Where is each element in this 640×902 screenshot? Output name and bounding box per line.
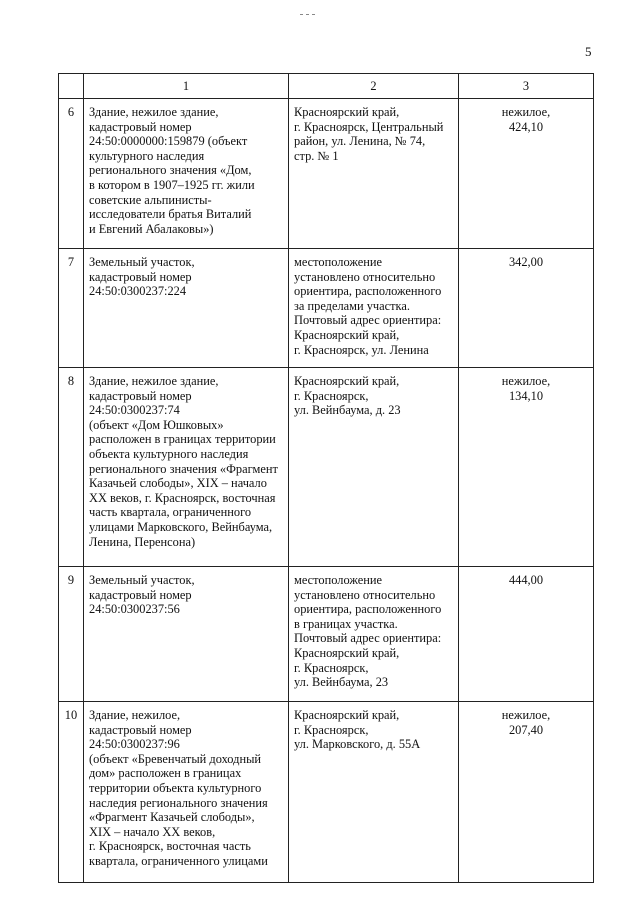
table-row xyxy=(59,99,594,249)
scan-mark xyxy=(300,2,340,6)
object-address: Красноярский край, г. Красноярск, Центральный район, ул. Ленина, № 74, стр. № 1 xyxy=(289,99,459,249)
header-cell-3: 3 xyxy=(459,74,594,99)
object-area: нежилое, 134,10 xyxy=(459,368,594,567)
table-row xyxy=(59,567,594,702)
object-address: местоположение установлено относительно ориентира, расположенного за пределами участка. Почтовый адрес ориентира: Красноярский край, г. Красноярск, ул. Ленина xyxy=(289,249,459,368)
row-number: 8 xyxy=(59,368,84,567)
table-row xyxy=(59,368,594,567)
object-address: Красноярский край, г. Красноярск, ул. Марковского, д. 55А xyxy=(289,702,459,883)
header-cell-2: 2 xyxy=(289,74,459,99)
object-area: 444,00 xyxy=(459,567,594,702)
table-row xyxy=(59,702,594,883)
row-number: 6 xyxy=(59,99,84,249)
object-address: Красноярский край, г. Красноярск, ул. Вейнбаума, д. 23 xyxy=(289,368,459,567)
property-table xyxy=(58,73,594,883)
object-area: нежилое, 424,10 xyxy=(459,99,594,249)
row-number: 9 xyxy=(59,567,84,702)
header-row xyxy=(59,74,594,99)
object-address: местоположение установлено относительно ориентира, расположенного в границах участка. Почтовый адрес ориентира: Красноярский край, г. Красноярск, ул. Вейнбаума, 23 xyxy=(289,567,459,702)
object-description: Здание, нежилое здание, кадастровый номер 24:50:0000000:159879 (объект культурного наследия регионального значения «Дом, в котором в 1907–1925 гг. жили советские альпинисты- исследователи братья Виталий и Евгений Абалаковы») xyxy=(84,99,289,249)
object-area: 342,00 xyxy=(459,249,594,368)
object-description: Здание, нежилое, кадастровый номер 24:50:0300237:96 (объект «Бревенчатый доходный дом» расположен в границах территории объекта культурного наследия регионального значения «Фрагмент Казачьей слободы», XIX – начало XX веков, г. Красноярск, восточная часть квартала, ограниченного улицами xyxy=(84,702,289,883)
row-number: 7 xyxy=(59,249,84,368)
page-number: 5 xyxy=(585,44,592,59)
header-cell-num xyxy=(59,74,84,99)
object-description: Здание, нежилое здание, кадастровый номер 24:50:0300237:74 (объект «Дом Юшковых» расположен в границах территории объекта культурного наследия регионального значения «Фрагмент Казачьей слободы», XIX – начало XX веков, г. Красноярск, восточная часть квартала, ограниченного улицами Марковского, Вейнбаума, Ленина, Перенсона) xyxy=(84,368,289,567)
table-row xyxy=(59,249,594,368)
object-area: нежилое, 207,40 xyxy=(459,702,594,883)
header-cell-1: 1 xyxy=(84,74,289,99)
object-description: Земельный участок, кадастровый номер 24:50:0300237:224 xyxy=(84,249,289,368)
object-description: Земельный участок, кадастровый номер 24:50:0300237:56 xyxy=(84,567,289,702)
row-number: 10 xyxy=(59,702,84,883)
